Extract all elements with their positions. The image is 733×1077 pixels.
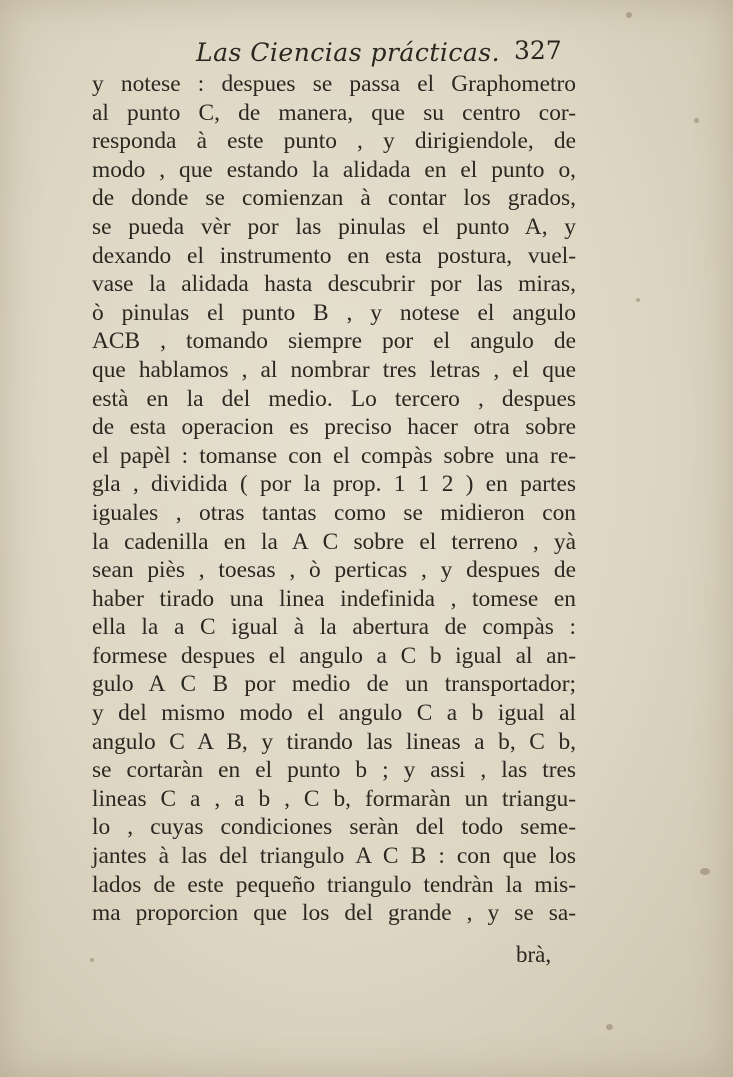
text-line: ma proporcion que los del grande , y se sa-	[92, 900, 576, 927]
text-line: el papèl : tomanse con el compàs sobre una re-	[92, 442, 576, 469]
text-line: està en la del medio. Lo tercero , despues	[92, 385, 576, 412]
text-line: ACB , tomando siempre por el angulo de	[92, 328, 576, 355]
text-line: de donde se comienzan à contar los grados,	[92, 185, 576, 212]
running-title: Las Ciencias prácticas.	[196, 38, 501, 67]
text-line: vase la alidada hasta descubrir por las miras,	[92, 271, 576, 298]
text-line: modo , que estando la alidada en el punto o,	[92, 156, 576, 183]
text-line: ella la a C igual à la abertura de compàs :	[92, 614, 576, 641]
catchword: brà,	[516, 942, 552, 967]
text-line: formese despues el angulo a C b igual al an-	[92, 642, 576, 669]
text-line: lineas C a , a b , C b, formaràn un triangu-	[92, 785, 576, 812]
text-line: se pueda vèr por las pinulas el punto A, y	[92, 213, 576, 240]
page-number: 327	[514, 36, 562, 65]
text-line: dexando el instrumento en esta postura, vuel-	[92, 242, 576, 269]
paper-stain	[636, 298, 640, 302]
paper-stain	[606, 1024, 613, 1030]
text-line: lo , cuyas condiciones seràn del todo seme-	[92, 814, 576, 841]
body-text	[92, 70, 576, 928]
text-line: gulo A C B por medio de un transportador;	[92, 671, 576, 698]
text-line: al punto C, de manera, que su centro cor-	[92, 99, 576, 126]
text-line: haber tirado una linea indefinida , tomese en	[92, 585, 576, 612]
text-line: lados de este pequeño triangulo tendràn la mis-	[92, 871, 576, 898]
text-line: ò pinulas el punto B , y notese el angulo	[92, 299, 576, 326]
text-line: gla , dividida ( por la prop. 1 1 2 ) en partes	[92, 471, 576, 498]
text-line: responda à este punto , y dirigiendole, de	[92, 128, 576, 155]
paper-stain	[694, 118, 699, 123]
text-line: se cortaràn en el punto b ; y assi , las tres	[92, 757, 576, 784]
text-line: jantes à las del triangulo A C B : con que los	[92, 843, 576, 870]
text-line: de esta operacion es preciso hacer otra sobre	[92, 414, 576, 441]
text-line: iguales , otras tantas como se midieron con	[92, 499, 576, 526]
text-line: que hablamos , al nombrar tres letras , el que	[92, 356, 576, 383]
paper-stain	[626, 12, 632, 18]
text-line: y notese : despues se passa el Graphometro	[92, 71, 576, 97]
text-line: la cadenilla en la A C sobre el terreno , yà	[92, 528, 576, 555]
page-header	[196, 34, 576, 70]
text-line: sean piès , toesas , ò perticas , y despues de	[92, 557, 576, 584]
text-line: y del mismo modo el angulo C a b igual al	[92, 700, 576, 727]
paper-stain	[90, 958, 94, 962]
paper-stain	[700, 868, 710, 875]
text-line: angulo C A B, y tirando las lineas a b, C b,	[92, 728, 576, 755]
